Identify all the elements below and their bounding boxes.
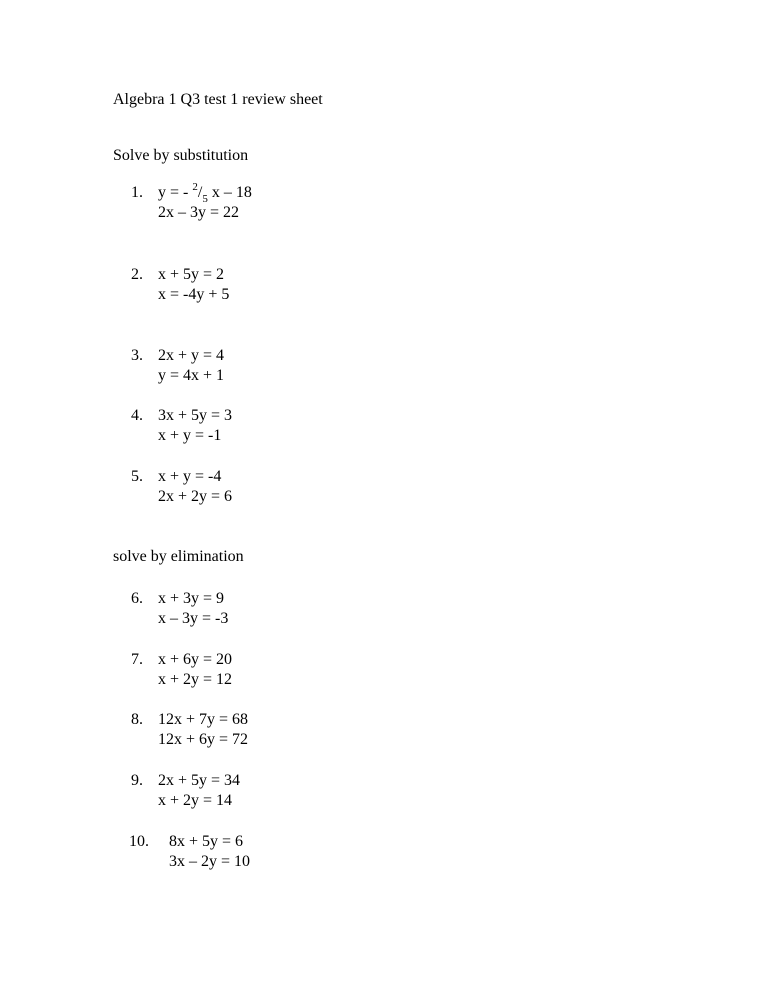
problem-number: 2. — [131, 266, 143, 283]
problem-number: 3. — [131, 347, 143, 364]
problem-number: 9. — [131, 772, 143, 789]
equation-line-1: 2x + 5y = 34 — [158, 772, 241, 789]
equation-line-2: x = -4y + 5 — [158, 286, 230, 303]
equation-line-2: x + 2y = 14 — [158, 792, 233, 809]
problem-number: 1. — [131, 184, 143, 201]
equation-line-1: 12x + 7y = 68 — [158, 711, 249, 728]
equation-line-1: x + 6y = 20 — [158, 651, 233, 668]
equation-line-1: x + 5y = 2 — [158, 266, 225, 283]
problem-number: 4. — [131, 407, 143, 424]
problem-number: 7. — [131, 651, 143, 668]
equation-line-1: 8x + 5y = 6 — [169, 833, 244, 850]
equation-pair — [158, 346, 224, 386]
problem-number: 5. — [131, 468, 143, 485]
section-heading-elimination: solve by elimination — [113, 548, 244, 565]
problem-number: 10. — [129, 833, 149, 850]
equation-pair — [158, 589, 228, 629]
equation-line-2: 3x – 2y = 10 — [169, 853, 251, 870]
equation-pair — [158, 710, 248, 750]
equation-pair — [158, 467, 232, 507]
equation-pair — [158, 650, 232, 690]
problem-number: 8. — [131, 711, 143, 728]
equation-pair — [158, 265, 229, 305]
problem-number: 6. — [131, 590, 143, 607]
equation-line-1: 2x + y = 4 — [158, 347, 225, 364]
equation-pair — [169, 832, 250, 872]
equation-pair — [158, 406, 232, 446]
equation-line-2: 2x – 3y = 22 — [158, 204, 240, 221]
equation-line-1: 3x + 5y = 3 — [158, 407, 233, 424]
equation-line-1: x + 3y = 9 — [158, 590, 225, 607]
equation-pair — [158, 771, 240, 811]
page-title: Algebra 1 Q3 test 1 review sheet — [113, 91, 323, 108]
equation-line-2: x + y = -1 — [158, 427, 222, 444]
equation-line-2: 12x + 6y = 72 — [158, 731, 249, 748]
equation-line-2: x – 3y = -3 — [158, 610, 229, 627]
section-heading-substitution: Solve by substitution — [113, 147, 249, 164]
equation-line-2: y = 4x + 1 — [158, 367, 225, 384]
equation-pair — [158, 180, 252, 223]
equation-line-1: y = - $^2/_5$ x – 18 — [158, 180, 252, 206]
equation-line-2: 2x + 2y = 6 — [158, 488, 233, 505]
equation-line-1: x + y = -4 — [158, 468, 222, 485]
equation-line-2: x + 2y = 12 — [158, 671, 233, 688]
